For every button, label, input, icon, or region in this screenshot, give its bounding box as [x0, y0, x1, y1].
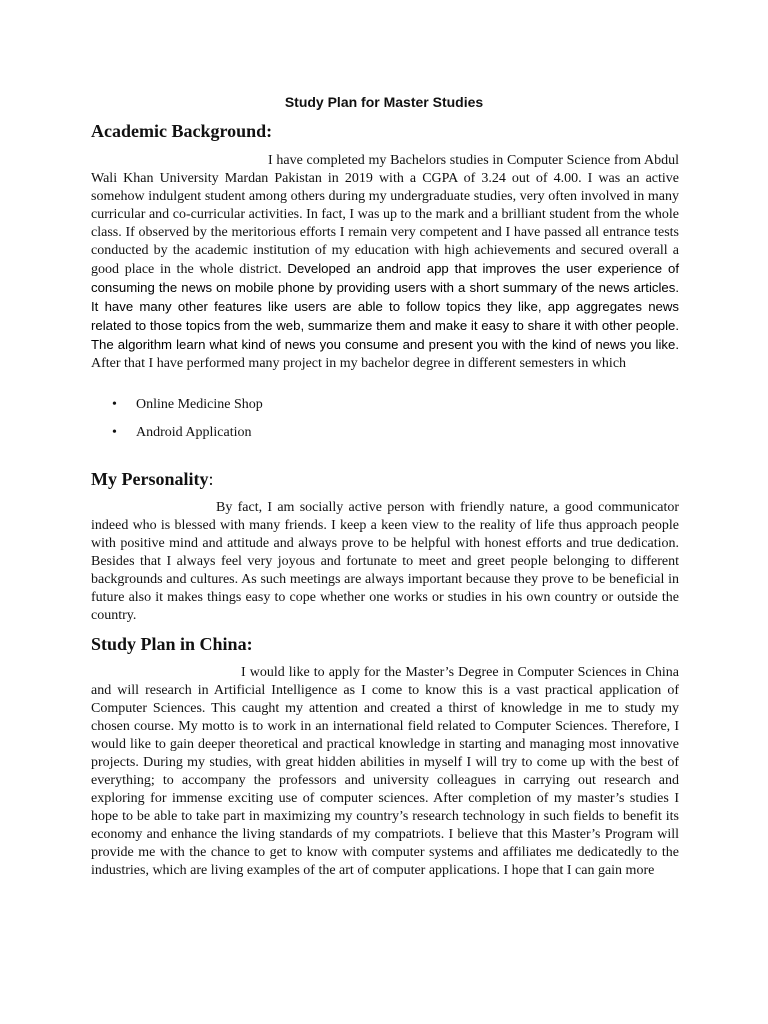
my-personality-text: By fact, I am socially active person with friendly nature, a good communicator indeed who is blessed with many friends. I keep a keen view to the reality of life thus approach people with positive mind and attitude and always prove to be helpful with honest efforts and true dedication. Besides that I always feel very joyous and fortunate to meet and greet people belonging to different backgrounds and cultures. As such meetings are always important because they prove to be beneficial in future also it makes things easy to cope whether one works or studies in his own country or outside the country.	[91, 500, 679, 623]
bullet-icon: •	[112, 397, 117, 412]
list-item	[112, 424, 263, 452]
project-list	[112, 396, 263, 452]
heading-colon: :	[208, 469, 214, 489]
my-personality-heading-text: My Personality	[91, 469, 209, 489]
list-item	[112, 396, 263, 424]
academic-background-text-end: After that I have performed many project in my bachelor degree in different semesters in which	[91, 356, 627, 371]
list-item-label: Android Application	[136, 425, 252, 440]
study-plan-text: I would like to apply for the Master’s Degree in Computer Sciences in China and will research in Artificial Intelligence as I come to know this is a vast practical application of Computer Sciences. This caught my attention and created a thirst of knowledge in me to study my chosen course. My motto is to work in an international field related to Computer Sciences. Therefore, I would like to gain deeper theoretical and practical knowledge in starting and managing most innovative projects. During my studies, with great hidden abilities in myself I will try to come up with the best of everything; to accompany the professors and university colleagues in carrying out research and exploring for immense exciting use of computer sciences. After completion of my master’s studies I hope to be able to take part in maximizing my country’s research technology in such fields to benefit its economy and enhance the living standards of my compatriots. I believe that this Master’s Program will provide me with the chance to get to know with computer systems and affiliates me dedicatedly to the industries, which are living examples of the art of computer applications. I hope that I can gain more	[91, 665, 679, 878]
academic-background-text-start: I have completed my Bachelors studies in Computer Science from Abdul Wali Khan University Mardan Pakistan in 2019 with a CGPA of 3.24 out of 4.00. I was an active somehow indulgent student among others during my undergraduate studies, very often involved in many curricular and co-curricular activities. In fact, I was up to the mark and a brilliant student from the whole class. If observed by the meritorious efforts I remain very competent and I have passed all entrance tests conducted by the academic institution of my education with high achievements and secured overall a good place in the whole district.	[91, 153, 679, 277]
document-title: Study Plan for Master Studies	[284, 94, 484, 110]
study-plan-paragraph	[91, 664, 679, 880]
bullet-icon: •	[112, 425, 117, 440]
section-heading-academic-background: Academic Background:	[91, 121, 273, 141]
android-app-description: Developed an android app that improves the user experience of consuming the news on mobile phone by providing users with a short summary of the news articles. It have many other features like users are able to follow topics they like, app aggregates news related to those topics from the web, summarize them and make it easy to share it with other people. The algorithm learn what kind of news you consume and present you with the kind of news you like.	[91, 261, 680, 352]
section-heading-my-personality	[91, 469, 214, 490]
list-item-label: Online Medicine Shop	[136, 397, 263, 412]
academic-background-paragraph	[91, 152, 679, 373]
section-heading-study-plan-china: Study Plan in China:	[91, 634, 253, 654]
my-personality-paragraph	[91, 499, 679, 625]
